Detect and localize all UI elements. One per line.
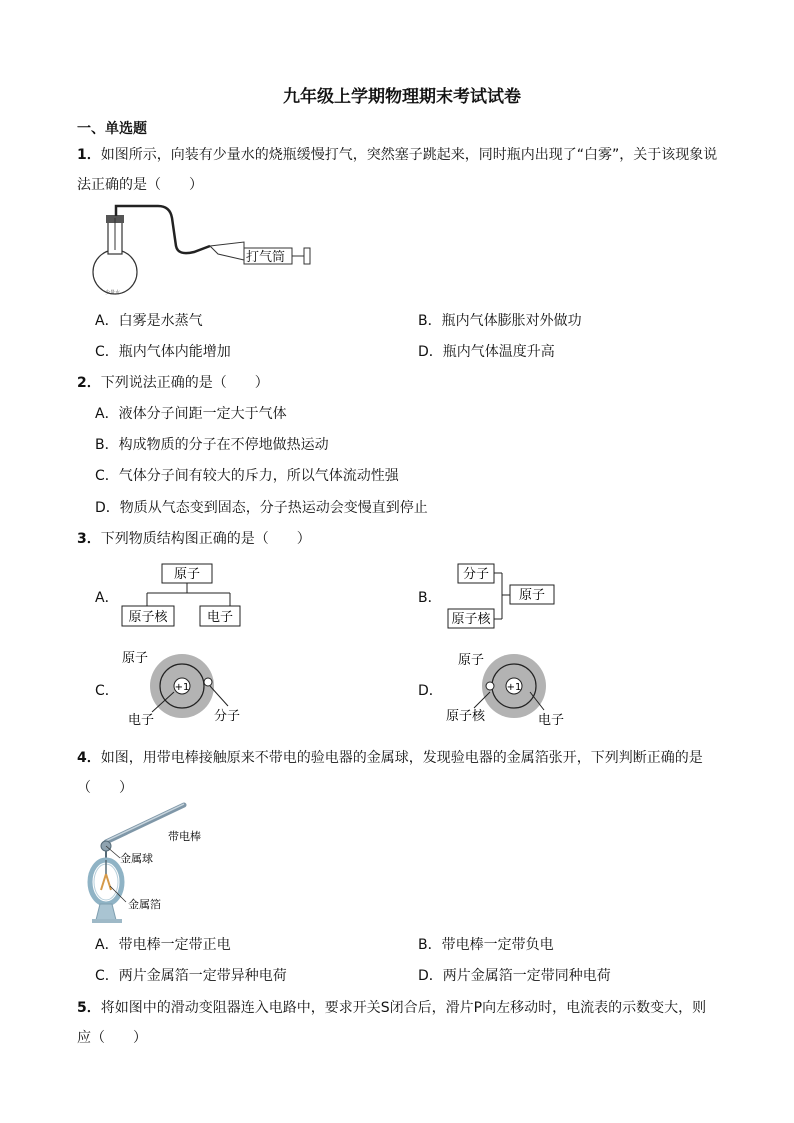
question-4-line1 (77, 749, 703, 767)
option-1-c: C．瓶内气体内能增加 (95, 344, 231, 360)
pump-nozzle (210, 242, 244, 260)
pump-handle (304, 248, 310, 264)
question-4-line2: （ ） (77, 780, 133, 796)
label-ball: 金属球 (120, 852, 153, 865)
question-3-stem (77, 530, 311, 548)
option-3-a-letter: A． (95, 590, 119, 606)
diagram-c-title: 原子 (122, 651, 149, 666)
question-5-line2: 应（ ） (77, 1030, 147, 1046)
diagram-c-nucleus: +1 (174, 682, 190, 693)
page-title: 九年级上学期物理期末考试试卷 (283, 87, 521, 107)
diagram-b-bottom: 原子核 (451, 612, 491, 627)
question-text: 下列说法正确的是（ ） (100, 375, 269, 391)
question-text: 如图，用带电棒接触原来不带电的验电器的金属球，发现验电器的金属箔张开，下列判断正确的是 (100, 750, 703, 766)
atom-diagram-c (118, 648, 258, 728)
question-text: 下列物质结构图正确的是（ ） (100, 531, 311, 547)
label-rod: 带电棒 (168, 830, 201, 843)
option-3-b-letter: B． (418, 590, 442, 606)
diagram-d-title: 原子 (458, 653, 485, 668)
option-2-a: A．液体分子间距一定大于气体 (95, 406, 287, 422)
flask-water-label: 少量水 (105, 290, 121, 296)
question-text: 将如图中的滑动变阻器连入电路中，要求开关S闭合后，滑片P向左移动时，电流表的示数变大，则 (100, 1000, 707, 1016)
option-2-b: B．构成物质的分子在不停地做热运动 (95, 437, 329, 453)
diagram-c-left: 电子 (128, 713, 155, 728)
question-2-stem (77, 374, 269, 392)
diagram-b-top: 分子 (462, 567, 490, 582)
option-4-c: C．两片金属箔一定带异种电荷 (95, 968, 287, 984)
diagram-d-right: 电子 (538, 713, 565, 728)
option-4-a: A．带电棒一定带正电 (95, 937, 231, 953)
diagram-b-right: 原子 (518, 588, 546, 603)
section-heading: 一、单选题 (77, 121, 147, 137)
atom-diagram-d (444, 648, 584, 728)
air-tube (116, 206, 210, 253)
diagram-a-right: 电子 (206, 610, 234, 625)
question-number: 3． (77, 531, 101, 547)
flask-pump-figure (88, 198, 328, 298)
option-1-d: D．瓶内气体温度升高 (418, 344, 555, 360)
structure-diagram-b (446, 563, 586, 633)
electroscope-figure (92, 802, 202, 927)
diagram-c-right: 分子 (214, 709, 241, 724)
structure-diagram-a (120, 563, 270, 629)
option-2-d: D．物质从气态变到固态，分子热运动会变慢直到停止 (95, 500, 428, 516)
diagram-a-top: 原子 (173, 567, 201, 582)
option-4-b: B．带电棒一定带负电 (418, 937, 554, 953)
diagram-d-left: 原子核 (446, 709, 486, 724)
question-1-line2: 法正确的是（ ） (77, 177, 203, 193)
option-2-c: C．气体分子间有较大的斥力，所以气体流动性强 (95, 468, 399, 484)
question-number: 4． (77, 750, 101, 766)
question-text: 如图所示，向装有少量水的烧瓶缓慢打气，突然塞子跳起来，同时瓶内出现了“白雾”，关于该现象说 (100, 147, 718, 163)
question-1-line1 (77, 146, 717, 164)
diagram-a-left: 原子核 (128, 610, 168, 625)
option-1-b: B．瓶内气体膨胀对外做功 (418, 313, 582, 329)
pump-label: 打气筒 (246, 250, 286, 265)
question-number: 5． (77, 1000, 101, 1016)
diagram-d-nucleus: +1 (506, 682, 522, 693)
question-number: 1． (77, 147, 101, 163)
option-4-d: D．两片金属箔一定带同种电荷 (418, 968, 611, 984)
question-5-line1 (77, 999, 706, 1017)
option-3-c-letter: C． (95, 683, 119, 699)
question-number: 2． (77, 375, 101, 391)
option-3-d-letter: D． (418, 683, 443, 699)
flask-bulb (93, 250, 137, 294)
option-1-a: A．白雾是水蒸气 (95, 313, 203, 329)
label-foil: 金属箔 (128, 898, 161, 911)
